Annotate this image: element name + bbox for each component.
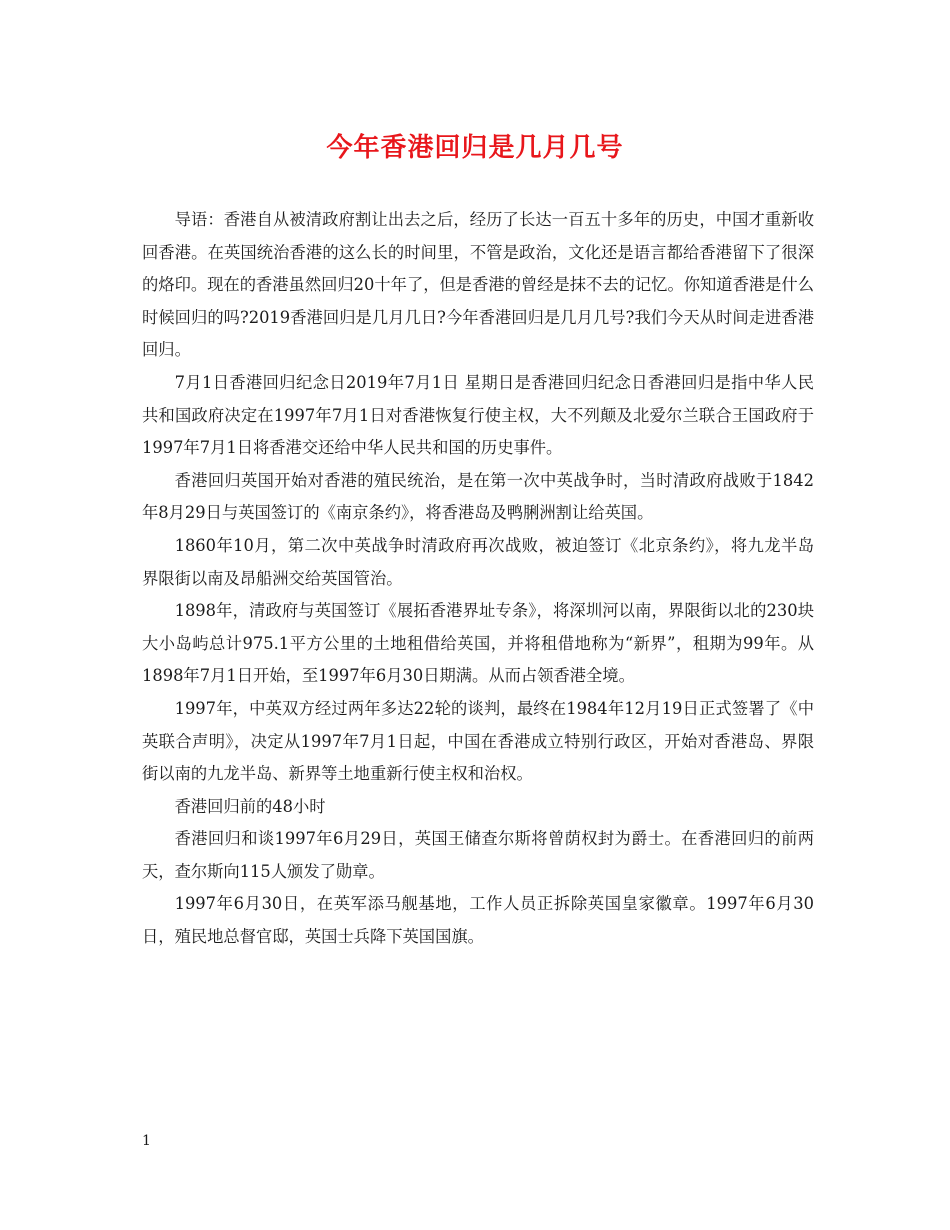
- paragraph-nanjing-treaty: 香港回归英国开始对香港的殖民统治，是在第一次中英战争时，当时清政府战败于1842年8月29日与英国签订的《南京条约》，将香港岛及鸭脷洲割让给英国。: [142, 470, 814, 523]
- page-number: 1: [142, 1133, 151, 1149]
- document-body: [142, 204, 814, 954]
- paragraph-anniversary: 7月1日香港回归纪念日2019年7月1日 星期日是香港回归纪念日香港回归是指中华人民共和国政府决定在1997年7月1日对香港恢复行使主权，大不列颠及北爱尔兰联合王国政府于1997年7月1日将香港交还给中华人民共和国的历史事件。: [142, 372, 814, 458]
- paragraph-june-30: 1997年6月30日，在英军添马舰基地，工作人员正拆除英国皇家徽章。1997年6月30日，殖民地总督官邸，英国士兵降下英国国旗。: [142, 894, 814, 947]
- paragraph-intro: 导语：香港自从被清政府割让出去之后，经历了长达一百五十多年的历史，中国才重新收回香港。在英国统治香港的这么长的时间里，不管是政治，文化还是语言都给香港留下了很深的烙印。现在的香港虽然回归20十年了，但是香港的曾经是抹不去的记忆。你知道香港是什么时候回归的吗?2019香港回归是几月几日?今年香港回归是几月几号?我们今天从时间走进香港回归。: [142, 210, 814, 360]
- paragraph-beijing-treaty: 1860年10月，第二次中英战争时清政府再次战败，被迫签订《北京条约》，将九龙半岛界限街以南及昂船洲交给英国管治。: [142, 535, 814, 588]
- paragraph-new-territories: 1898年，清政府与英国签订《展拓香港界址专条》，将深圳河以南，界限街以北的230块大小岛屿总计975.1平方公里的土地租借给英国，并将租借地称为“新界”，租期为99年。从1898年7月1日开始，至1997年6月30日期满。从而占领香港全境。: [142, 601, 814, 686]
- paragraph-joint-declaration: 1997年，中英双方经过两年多达22轮的谈判，最终在1984年12月19日正式签署了《中英联合声明》，决定从1997年7月1日起，中国在香港成立特别行政区，开始对香港岛、界限街以南的九龙半岛、新界等土地重新行使主权和治权。: [142, 698, 814, 784]
- paragraph-subheading-48-hours: 香港回归前的48小时: [174, 796, 326, 816]
- paragraph-june-29: 香港回归和谈1997年6月29日，英国王储查尔斯将曾荫权封为爵士。在香港回归的前两天，查尔斯向115人颁发了勋章。: [142, 829, 814, 881]
- document-title: 今年香港回归是几月几号: [326, 133, 624, 163]
